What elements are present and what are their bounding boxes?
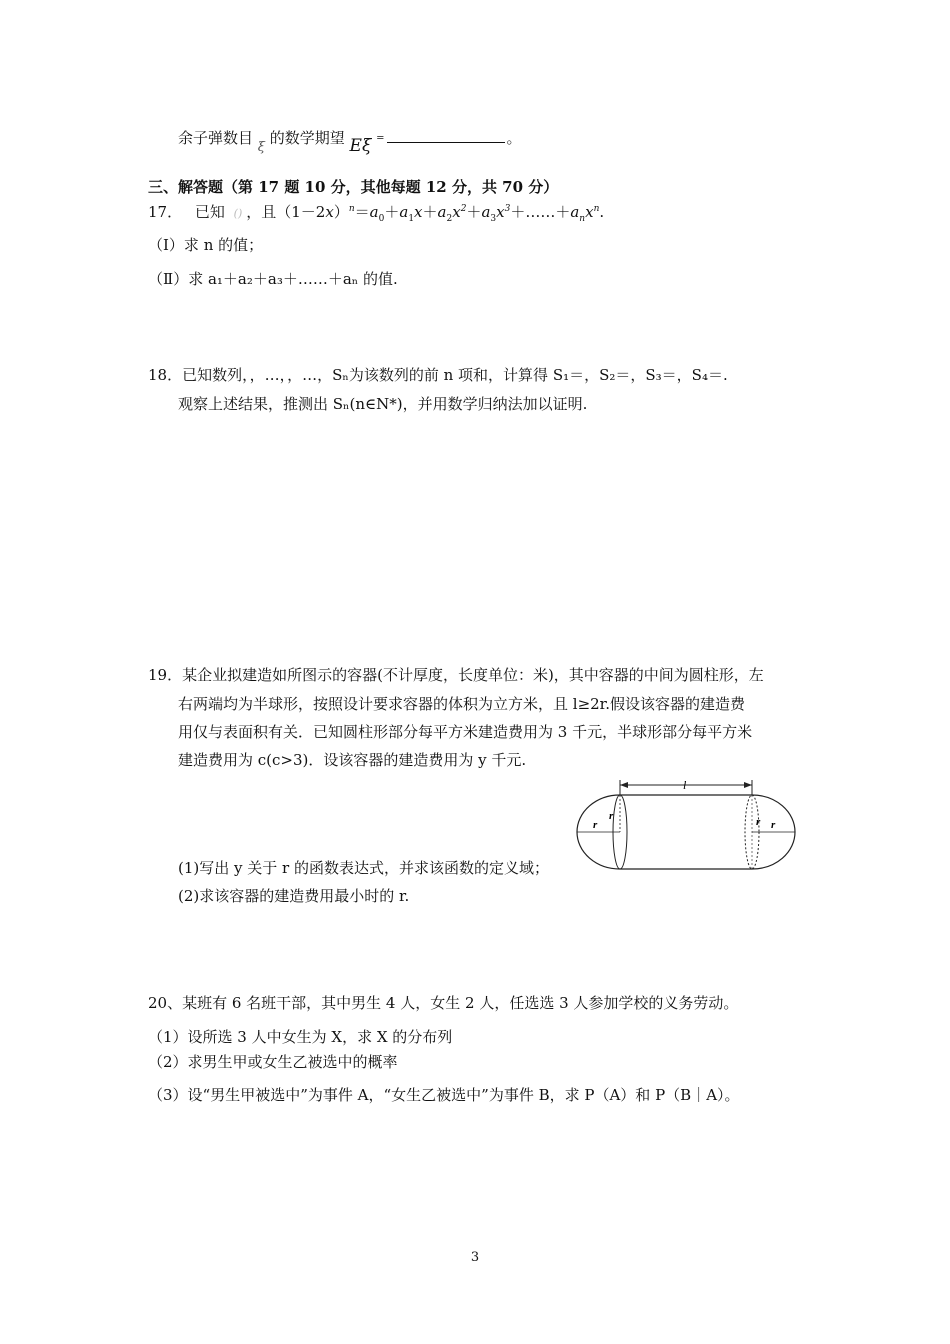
- q19-line4: 建造费用为 c(c>3)．设该容器的建造费用为 y 千元.: [178, 751, 527, 769]
- page-number: 3: [470, 1250, 480, 1265]
- missing-formula-icon: (): [233, 207, 243, 220]
- container-figure: [575, 775, 797, 875]
- q16-middle: 的数学期望: [269, 129, 345, 147]
- q20-part3: （3）设“男生甲被选中”为事件 A，“女生乙被选中”为事件 B，求 P（A）和 P（B｜A）。: [148, 1086, 740, 1104]
- q16-prefix: 余子弹数目: [178, 129, 254, 147]
- q18-line1: 18．已知数列，，…，，…，Sₙ为该数列的前 n 项和，计算得 S₁＝，S₂＝，S₃＝，S₄＝.: [148, 366, 728, 384]
- q17-number: 17．: [148, 203, 183, 221]
- q17-part2: （Ⅱ）求 a₁＋a₂＋a₃＋……＋aₙ 的值.: [148, 270, 398, 288]
- q18-line2: 观察上述结果，推测出 Sₙ(n∈N*)，并用数学归纳法加以证明.: [178, 395, 588, 413]
- radius-label-right: r: [771, 819, 776, 831]
- q17-text-c: ）: [333, 203, 349, 221]
- q19-line1: 19．某企业拟建造如所图示的容器(不计厚度，长度单位：米)，其中容器的中间为圆柱形，左: [148, 666, 764, 684]
- length-arrow-right-head: [744, 782, 752, 788]
- q17-line: 17． 已知 () ，且$(1-2x)^n=a_0+a_1x+a_2x^2+a_3x^3+\dots\dots+a_nx^n$.: [148, 203, 605, 224]
- q16-end: 。: [506, 129, 522, 147]
- section-heading: 三、解答题（第 17 题 10 分，其他每题 12 分，共 70 分）: [148, 178, 559, 196]
- radius-label-right-vertical: r: [756, 816, 761, 828]
- q16-tail-line: [178, 128, 522, 156]
- q17-expansion: $a_0+a_1x+a_2x^2+a_3x^3+\dots\dots+a_nx^n$.: [369, 203, 605, 224]
- q17-text-b: ，且（1－2: [246, 203, 326, 221]
- q19-line3: 用仅与表面积有关．已知圆柱形部分每平方米建造费用为 3 千元，半球形部分每平方米: [178, 723, 753, 741]
- q17-text-d: ＝: [354, 203, 370, 221]
- q19-part1: (1)写出 y 关于 r 的函数表达式，并求该函数的定义域；: [178, 859, 549, 877]
- q20-part2: （2）求男生甲或女生乙被选中的概率: [148, 1053, 398, 1071]
- q19-line2: 右两端均为半球形，按照设计要求容器的体积为立方米，且 l≥2r.假设该容器的建造费: [178, 695, 745, 713]
- xi-symbol: ξ: [257, 140, 265, 155]
- expectation-symbol: Eξ: [349, 136, 372, 156]
- capsule-diagram: [575, 775, 797, 875]
- equals-sign: =: [376, 133, 385, 144]
- answer-blank: [387, 128, 505, 143]
- q20-line1: 20、某班有 6 名班干部，其中男生 4 人，女生 2 人，任选选 3 人参加学校的义务劳动。: [148, 994, 739, 1012]
- q20-part1: （1）设所选 3 人中女生为 X，求 X 的分布列: [148, 1028, 453, 1046]
- length-label: l: [683, 778, 687, 792]
- radius-label-left: r: [593, 819, 598, 831]
- q19-part2: (2)求该容器的建造费用最小时的 r.: [178, 887, 410, 905]
- q17-text-a: 已知: [194, 203, 225, 221]
- radius-label-left-vertical: r: [609, 810, 614, 822]
- q17-part1: （Ⅰ）求 n 的值；: [148, 236, 264, 254]
- length-arrow-left-head: [620, 782, 628, 788]
